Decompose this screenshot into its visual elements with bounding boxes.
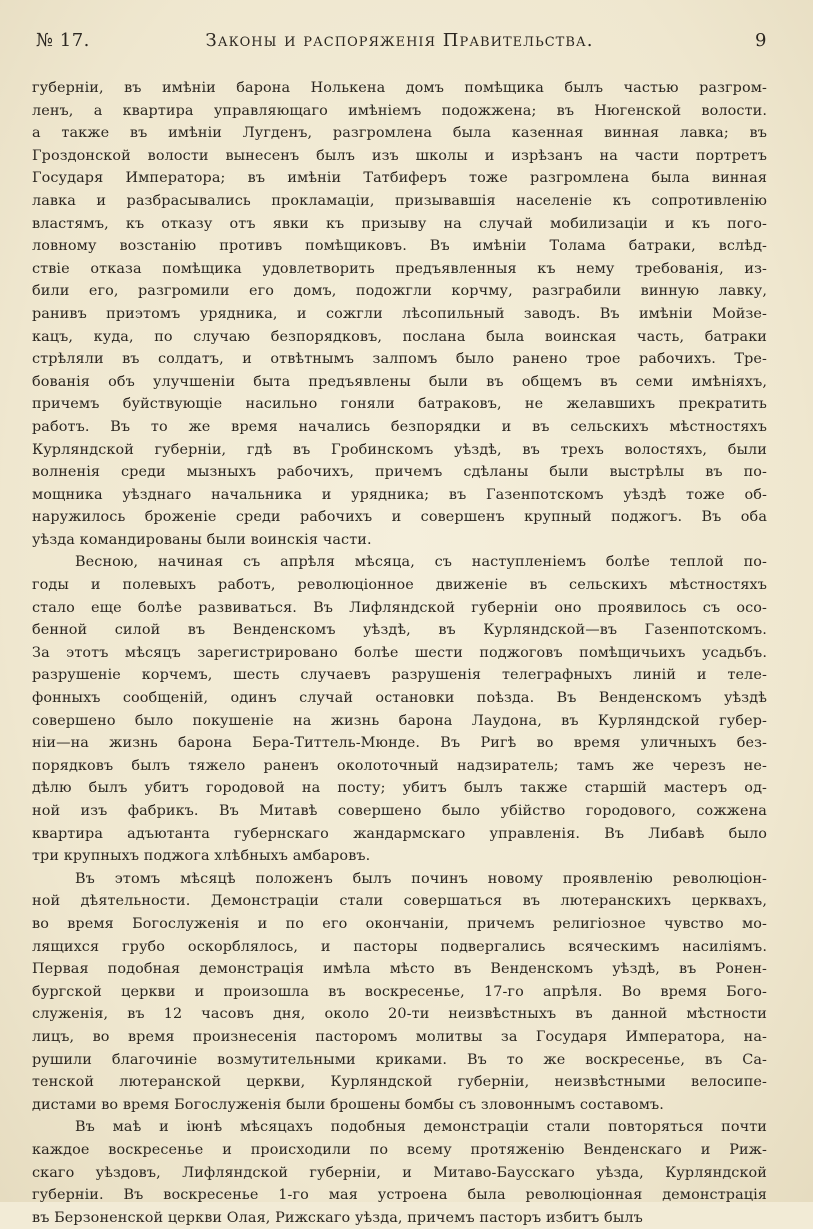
- text-line: стало еще болѣе развиваться. Въ Лифляндской губерніи оно проявилось съ осо-: [32, 599, 767, 616]
- text-line: ной изъ фабрикъ. Въ Митавѣ совершено было убійство городового, сожжена: [32, 803, 767, 819]
- paragraph: [32, 551, 767, 867]
- text-line: дистами во время Богослуженія были брошены бомбы съ зловоннымъ составомъ.: [32, 1096, 664, 1113]
- text-line: ствіе отказа помѣщика удовлетворить предъявленныя къ нему требованія, из-: [32, 260, 767, 277]
- text-line: а также въ имѣніи Лугденъ, разгромлена была казенная винная лавка; въ: [32, 125, 767, 142]
- text-line: властямъ, къ отказу отъ явки къ призыву на случай мобилизаціи и къ пого-: [32, 215, 767, 232]
- text-line: волненія среди мызныхъ рабочихъ, причемъ сдѣланы были выстрѣлы въ по-: [32, 464, 767, 481]
- text-line: бургской церкви и произошла въ воскресенье, 17-го апрѣля. Во время Бого-: [32, 983, 767, 1000]
- page-number: 9: [755, 30, 767, 51]
- text-line: ленъ, а квартира управляющаго имѣніемъ подожжена; въ Нюгенской волости.: [32, 102, 767, 119]
- text-line: мощника уѣзднаго начальника и урядника; въ Газенпотскомъ уѣздѣ тоже об-: [32, 486, 767, 503]
- text-line: били его, разгромили его домъ, подожгли корчму, разграбили винную лавку,: [32, 283, 767, 300]
- text-line: кацъ, куда, по случаю безпорядковъ, послана была воинская часть, батраки: [32, 328, 767, 345]
- running-title: Законы и распоряженія Правительства.: [205, 30, 594, 51]
- text-line: наружилось броженіе среди рабочихъ и совершенъ крупный поджогъ. Въ оба: [32, 509, 767, 526]
- text-line: Государя Императора; въ имѣніи Татбиферъ тоже разгромлена была винная: [32, 170, 767, 187]
- text-line: въ Берзоненской церкви Олая, Рижскаго уѣзда, причемъ пасторъ избитъ былъ: [32, 1209, 643, 1226]
- text-line: квартира адъютанта губернскаго жандармскаго управленія. Въ Либавѣ было: [32, 825, 767, 842]
- text-line: служенія, въ 12 часовъ дня, около 20-ти неизвѣстныхъ въ данной мѣстности: [32, 1006, 767, 1023]
- text-line: ніи—на жизнь барона Бера-Титтель-Мюнде. Въ Ригѣ во время уличныхъ без-: [32, 735, 767, 752]
- text-line: дѣлю былъ убитъ городовой на посту; убитъ былъ также старшій мастеръ од-: [32, 780, 767, 797]
- issue-number: № 17.: [36, 30, 90, 51]
- text-line: рушили благочиніе возмутительными криками. Въ то же воскресенье, въ Са-: [32, 1051, 767, 1068]
- text-line: ранивъ приэтомъ урядника, и сожгли лѣсопильный заводъ. Въ имѣніи Мойзе-: [32, 305, 767, 322]
- text-line: Курляндской губерніи, гдѣ въ Гробинскомъ уѣздѣ, въ трехъ волостяхъ, были: [32, 441, 767, 458]
- text-line: уѣзда командированы были воинскія части.: [32, 531, 372, 548]
- running-header: [32, 30, 767, 56]
- text-line: Весною, начиная съ апрѣля мѣсяца, съ наступленіемъ болѣе теплой по-: [75, 554, 767, 571]
- text-line: Первая подобная демонстрація имѣла мѣсто въ Венденскомъ уѣздѣ, въ Ронен-: [32, 961, 767, 978]
- text-line: совершено было покушеніе на жизнь барона Лаудона, въ Курляндской губер-: [32, 712, 767, 729]
- text-line: лящихся грубо оскорблялось, и пасторы подвергались всяческимъ насиліямъ.: [32, 938, 767, 955]
- text-line: бенной силой въ Венденскомъ уѣздѣ, въ Курляндской—въ Газенпотскомъ.: [32, 622, 767, 639]
- paragraph: [32, 1116, 767, 1229]
- text-line: три крупныхъ поджога хлѣбныхъ амбаровъ.: [32, 848, 371, 865]
- text-line: Гроздонской волости вынесенъ былъ изъ школы и изрѣзанъ на части портретъ: [32, 147, 767, 164]
- text-line: Въ этомъ мѣсяцѣ положенъ былъ починъ новому проявленію революціон-: [75, 870, 767, 887]
- text-line: За этотъ мѣсяцъ зарегистрировано болѣе шести поджоговъ помѣщичьихъ усадьбъ.: [32, 644, 767, 661]
- text-line: лавка и разбрасывались прокламаціи, призывавшія населеніе къ сопротивленію: [32, 192, 767, 209]
- text-line: ловному возстанію противъ помѣщиковъ. Въ имѣніи Толама батраки, вслѣд-: [32, 238, 767, 255]
- text-line: губерніи, въ имѣніи барона Нолькена домъ помѣщика былъ частью разгром-: [32, 80, 767, 96]
- body-text: [32, 77, 767, 1229]
- text-line: стрѣляли въ солдатъ, и отвѣтнымъ залпомъ было ранено трое рабочихъ. Тре-: [32, 351, 767, 368]
- paragraph: [32, 77, 767, 551]
- text-line: лицъ, во время произнесенія пасторомъ молитвы за Государя Императора, на-: [32, 1028, 767, 1045]
- text-line: причемъ буйствующіе насильно гоняли батраковъ, не желавшихъ прекратить: [32, 396, 767, 413]
- text-line: скаго уѣздовъ, Лифляндской губерніи, и Митаво-Баусскаго уѣзда, Курляндской: [32, 1164, 767, 1181]
- text-line: порядковъ былъ тяжело раненъ околоточный надзиратель; тамъ же черезъ не-: [32, 757, 767, 774]
- text-line: бованія объ улучшеніи быта предъявлены были въ общемъ въ семи имѣніяхъ,: [32, 373, 767, 390]
- text-line: фонныхъ сообщеній, одинъ случай остановки поѣзда. Въ Венденскомъ уѣздѣ: [32, 690, 767, 707]
- text-line: каждое воскресенье и происходили по всему протяженію Венденскаго и Риж-: [32, 1141, 767, 1158]
- paragraph: [32, 868, 767, 1117]
- text-line: работъ. Въ то же время начались безпорядки и въ сельскихъ мѣстностяхъ: [32, 418, 767, 435]
- text-line: годы и полевыхъ работъ, революціонное движеніе въ сельскихъ мѣстностяхъ: [32, 577, 767, 594]
- text-line: во время Богослуженія и по его окончаніи, причемъ религіозное чувство мо-: [32, 915, 767, 932]
- text-line: губерніи. Въ воскресенье 1-го мая устроена была революціонная демонстрація: [32, 1187, 767, 1204]
- text-line: тенской лютеранской церкви, Курляндской губерніи, неизвѣстными велосипе-: [32, 1074, 767, 1091]
- text-line: ной дѣятельности. Демонстраціи стали совершаться въ лютеранскихъ церквахъ,: [32, 893, 767, 910]
- text-line: разрушеніе корчемъ, шесть случаевъ разрушенія телеграфныхъ линій и теле-: [32, 667, 767, 684]
- text-line: Въ маѣ и іюнѣ мѣсяцахъ подобныя демонстраціи стали повторяться почти: [75, 1119, 767, 1136]
